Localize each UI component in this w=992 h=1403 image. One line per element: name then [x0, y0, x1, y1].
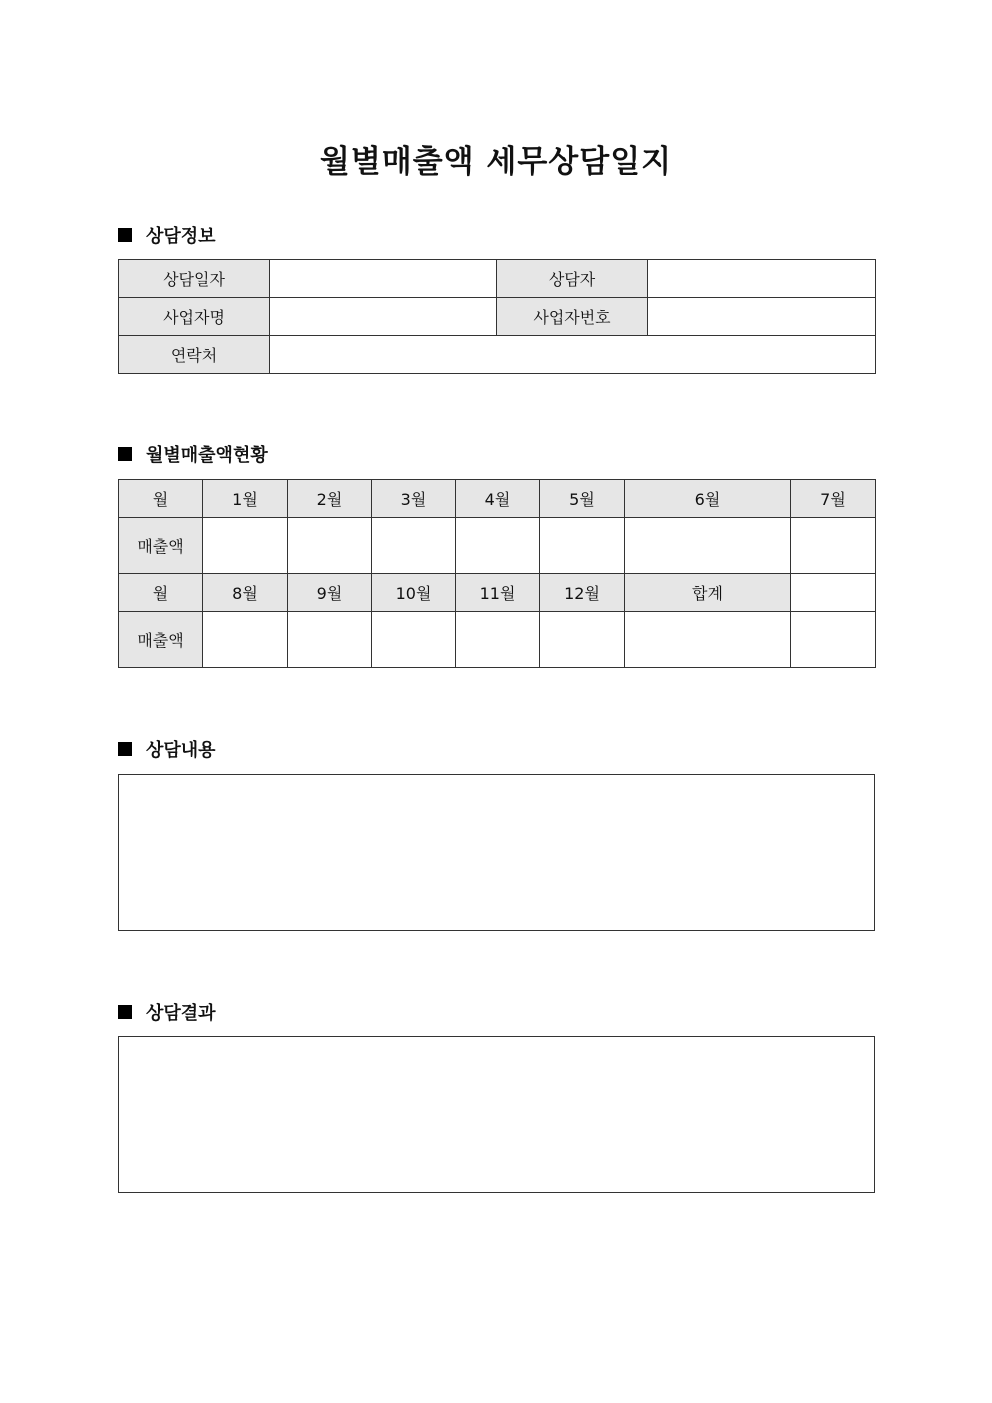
section-heading-content-label: 상담내용 [146, 740, 216, 761]
field-date[interactable] [270, 260, 497, 298]
month-cell: 9월 [288, 574, 372, 612]
amount-cell[interactable] [288, 518, 372, 574]
info-row [119, 260, 876, 298]
month-cell: 11월 [456, 574, 540, 612]
info-table [118, 259, 876, 374]
info-row [119, 298, 876, 336]
amount-cell[interactable] [791, 612, 876, 668]
black-square-icon [118, 447, 132, 461]
black-square-icon [118, 1005, 132, 1019]
month-cell: 8월 [203, 574, 288, 612]
amount-cell[interactable] [372, 518, 456, 574]
field-contact[interactable] [270, 336, 876, 374]
amount-cell[interactable] [625, 518, 791, 574]
month-row [119, 480, 876, 518]
sales-table [118, 479, 876, 668]
amount-cell[interactable] [456, 612, 540, 668]
amount-cell[interactable] [203, 612, 288, 668]
amount-row [119, 518, 876, 574]
amount-cell[interactable] [791, 518, 876, 574]
section-heading-sales [118, 441, 268, 467]
black-square-icon [118, 742, 132, 756]
field-counselor[interactable] [648, 260, 876, 298]
month-row [119, 574, 876, 612]
amount-cell[interactable] [203, 518, 288, 574]
label-business-name: 사업자명 [119, 298, 270, 336]
section-heading-sales-label: 월별매출액현황 [146, 445, 268, 466]
label-business-number: 사업자번호 [497, 298, 648, 336]
month-cell: 3월 [372, 480, 456, 518]
amount-cell[interactable] [625, 612, 791, 668]
label-date: 상담일자 [119, 260, 270, 298]
amount-cell[interactable] [456, 518, 540, 574]
black-square-icon [118, 228, 132, 242]
month-cell: 4월 [456, 480, 540, 518]
field-business-number[interactable] [648, 298, 876, 336]
total-value-cell[interactable] [791, 574, 876, 612]
amount-cell[interactable] [540, 518, 625, 574]
month-header: 월 [119, 480, 203, 518]
month-cell: 6월 [625, 480, 791, 518]
document-title: 월별매출액 세무상담일지 [319, 144, 673, 180]
amount-row [119, 612, 876, 668]
section-heading-info-label: 상담정보 [146, 226, 216, 247]
month-cell: 10월 [372, 574, 456, 612]
result-box[interactable] [118, 1036, 875, 1193]
amount-header: 매출액 [119, 612, 203, 668]
section-heading-info [118, 222, 216, 248]
content-box[interactable] [118, 774, 875, 931]
amount-cell[interactable] [288, 612, 372, 668]
month-header: 월 [119, 574, 203, 612]
field-business-name[interactable] [270, 298, 497, 336]
month-cell: 7월 [791, 480, 876, 518]
section-heading-content [118, 736, 216, 762]
amount-cell[interactable] [540, 612, 625, 668]
month-cell: 1월 [203, 480, 288, 518]
amount-header: 매출액 [119, 518, 203, 574]
label-contact: 연락처 [119, 336, 270, 374]
month-cell: 12월 [540, 574, 625, 612]
month-cell: 2월 [288, 480, 372, 518]
month-cell: 5월 [540, 480, 625, 518]
section-heading-result [118, 999, 216, 1025]
label-counselor: 상담자 [497, 260, 648, 298]
section-heading-result-label: 상담결과 [146, 1003, 216, 1024]
info-row [119, 336, 876, 374]
amount-cell[interactable] [372, 612, 456, 668]
total-header: 합계 [625, 574, 791, 612]
